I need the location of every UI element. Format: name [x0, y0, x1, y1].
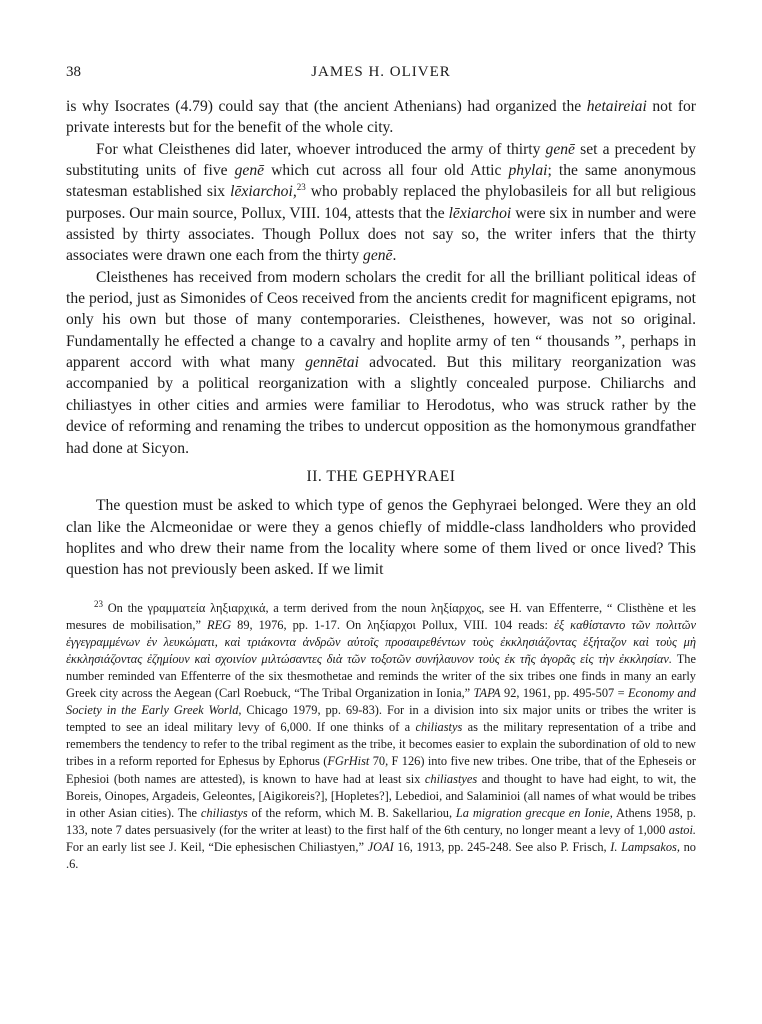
- greek-quotation: ἐξ καθίσταντο τῶν πολιτῶν ἐγγεγραμμένων ἐν λευκώματι, καὶ τριάκοντα ἀνδρῶν αὐτοῖς προσαιρεθέντων τοὺς ἐκκλησιάζοντας ἐξήταζον καὶ τοὺς μὴ ἐκκλησιάζοντας ἐζημίουν καὶ σχοινίον μιλτώσαντες διὰ τῶν τοξοτῶν συνήλαυνον τοὺς ἐκ τῆς ἀγορᾶς εἰς τὴν ἐκκλησίαν.: [66, 617, 697, 666]
- running-title: JAMES H. OLIVER: [311, 64, 451, 80]
- paragraph-continuation: is why Isocrates (4.79) could say that (the ancient Athenians) had organized the hetaireiai not for private interests but for the benefit of the whole city.: [66, 98, 696, 137]
- main-text: [66, 96, 696, 581]
- paragraph-gephyraei: The question must be asked to which type of genos the Gephyraei belonged. Were they an old clan like the Alcmeonidae or were they a genos chiefly of middle-class landholders who provided hoplites and who drew their name from the locality where some of them lived or once lived? This question has not previously been asked. If we limit: [66, 497, 696, 579]
- page: [66, 58, 696, 873]
- section-heading: II. THE GEPHYRAEI: [306, 467, 456, 485]
- running-header: [66, 58, 696, 84]
- page-number: 38: [66, 64, 81, 80]
- paragraph-cleisthenes-credit: Cleisthenes has received from modern scholars the credit for all the brilliant political ideas of the period, just as Simonides of Ceos received from the ancients credit for magnificent epigrams, not only his own but those of many contemporaries. Cleisthenes, however, was not so original. Fundamentally he effected a change to a cavalry and hoplite army of ten “ thousands ”, perhaps in apparent accord with what many gennētai advocated. But this military reorganization was accompanied by a political reorganization with a slightly concealed purpose. Chiliarchs and chiliastyes in other cities and armies were familiar to Herodotus, who was struck rather by the device of reforming and renaming the tribes to undercut opposition as the homonymous grandfather had done at Sicyon.: [66, 268, 697, 457]
- footnote-ref-23[interactable]: 23: [296, 182, 306, 193]
- footnote-23: $^{23}$ On the γραμματεία ληξιαρχικά, a term derived from the noun ληξίαρχος, see H. van Effenterre, “ Clisthène et les mesures de mobilisation,” REG 89, 1976, pp. 1-17. On ληξίαρχοι Pollux, VIII. 104 reads: ἐξ καθίσταντο τῶν πολιτῶν ἐγγεγραμμένων ἐν λευκώματι, καὶ τριάκοντα ἀνδρῶν αὐτοῖς προσαιρεθέντων τοὺς ἐκκλησιάζοντας ἐξήταζον καὶ τοὺς μὴ ἐκκλησιάζοντας ἐζημίουν καὶ σχοινίον μιλτώσαντες διὰ τῶν τοξοτῶν συνήλαυνον τοὺς ἐκ τῆς ἀγορᾶς εἰς τὴν ἐκκλησίαν. The number reminded van Effenterre of the six thesmothetae and reminds the writer of the six tribes one finds in many an early Greek city across the Aegean (Carl Roebuck, “The Tribal Organization in Ionia,” TAPA 92, 1961, pp. 495-507 = Economy and Society in the Early Greek World, Chicago 1979, pp. 69-83). For in a division into six major units or tribes the writer is tempted to see an ideal military levy of 6,000. If one thinks of a chiliastys as the military representation of a tribe and remembers the tendency to refer to the tribal regiment as the tribe, it becomes easier to explain the subordination of old to new tribes in a reform reported for Ephesus by Ephorus (FGrHist 70, F 126) into five new tribes. One tribe, that of the Epheseis or Ephesioi (both names are attested), is known to have had at least six chiliastyes and thought to have had eight, to wit, the Boreis, Oinopes, Argadeis, Geleontes, [Aigikoreis?], [Hopletes?], Lebedioi, and Salaminioi (all names of what would be tribes in other Asian cities). The chiliastys of the reform, which M. B. Sakellariou, La migration grecque en Ionie, Athens 1958, p. 133, note 7 dates persuasively (for the writer at least) to the first half of the 6th century, no longer meant a levy of 1,000 astoi. For an early list see J. Keil, “Die ephesischen Chiliastyen,” JOAI 16, 1913, pp. 245-248. See also P. Frisch, I. Lampsakos, no .6.: [66, 598, 697, 871]
- footnote-number: 23: [94, 598, 103, 609]
- paragraph-cleisthenes-army: For what Cleisthenes did later, whoever introduced the army of thirty genē set a precedent by substituting units of five genē which cut across all four old Attic phylai; the same anonymous statesman established six lēxiarchoi,$^{23}$ who probably replaced the phylobasileis for all but religious purposes. Our main source, Pollux, VIII. 104, attests that the lēxiarchoi were six in number and were assisted by thirty associates. Though Pollux does not say so, the writer infers that the thirty associates were drawn one each from the thirty genē.: [66, 140, 696, 265]
